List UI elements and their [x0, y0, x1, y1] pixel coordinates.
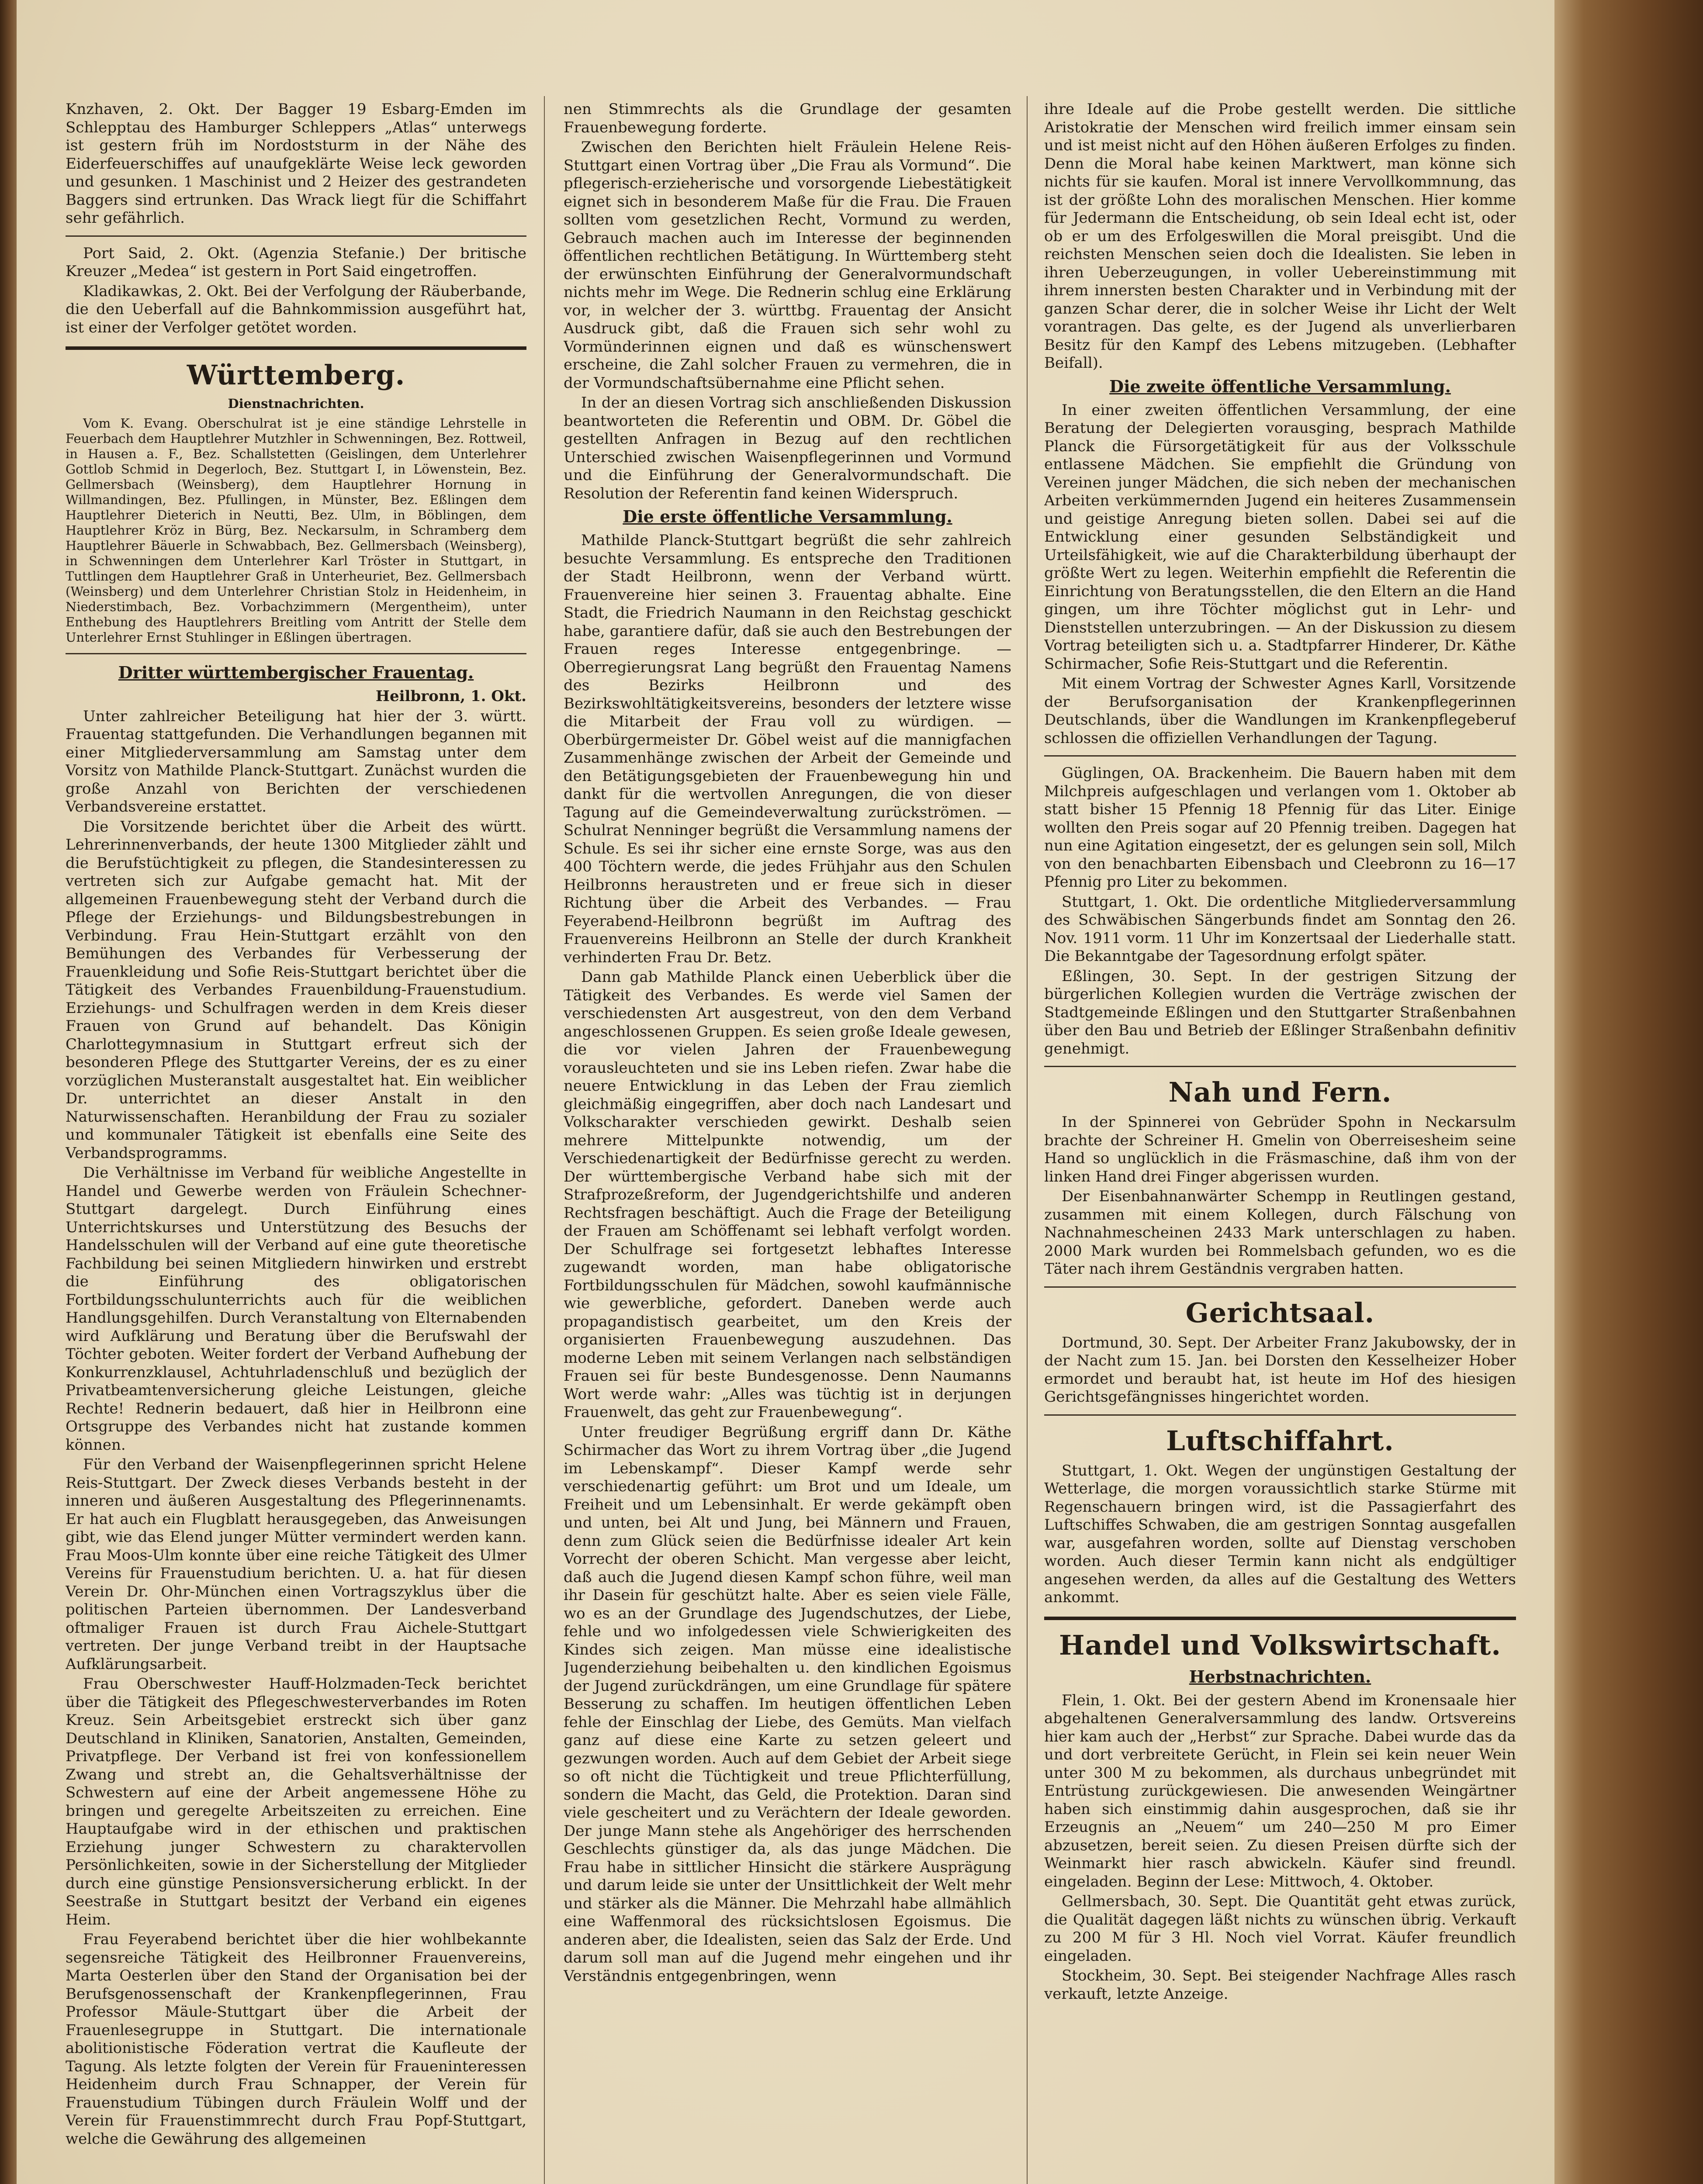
- news-kladikawkas: Kladikawkas, 2. Okt. Bei der Verfolgung der Räuberbande, die den Ueberfall auf die Bahnkommission ausgeführt hat, ist einer der Verfolger getötet worden.: [66, 282, 526, 336]
- news-reutlingen: Der Eisenbahnanwärter Schempp in Reutlingen gestand, zusammen mit einem Kollegen, durch Fälschung von Nachnahmescheinen 2433 Mark unterschlagen zu haben. 2000 Mark wurden bei Rommelsbach gefunden, wo es die Täter nach ihrem Geständnis vergraben hatten.: [1044, 1188, 1516, 1278]
- book-binding-left: [0, 0, 17, 2184]
- column-2: [564, 100, 1011, 2184]
- subheading-dienstnachrichten: Dienstnachrichten.: [228, 396, 364, 411]
- subheading-erste-versammlung: Die erste öffentliche Versammlung.: [623, 507, 952, 526]
- column-3: [1044, 100, 1516, 2184]
- article-heading-frauentag: Dritter württembergischer Frauentag.: [118, 663, 474, 682]
- article-paragraph: Dann gab Mathilde Planck einen Ueberblick über die Tätigkeit des Verbandes. Es werde viel Samen der verschiedensten Art ausgestreut, von den dem Verband angeschlossenen Gruppen. Es seien große Ideale gewesen, die vor vielen Jahren der Frauenbewegung vorausleuchteten und sie ins Leben riefen. Zwar habe die neuere Entwicklung in das Leben der Frau ziemlich gleichmäßig eingegriffen, aber doch nach Landesart und Volkscharakter verschieden gewirkt. Deshalb seien mehrere Mittelpunkte notwendig, um der Verschiedenartigkeit der Bedürfnisse gerecht zu werden. Der württembergische Verband habe sich mit der Strafprozeßreform, der Jugendgerichtshilfe und anderen Rechtsfragen beschäftigt. Auch die Frage der Beteiligung der Frauen am Schöffenamt sei lebhaft verfolgt worden. Der Schulfrage sei fortgesetzt lebhaftes Interesse zugewandt worden, man habe obligatorische Fortbildungsschulen für Mädchen, sowohl kaufmännische wie gewerbliche, gefordert. Daneben werde auch propagandistisch gearbeitet, um den Kreis der organisierten Frauenbewegung auszudehnen. Das moderne Leben mit seinem Verlangen nach selbständigen Frauen sei für beste Bundesgenosse. Denn Naumanns Wort werde wahr: „Alles was tüchtig ist in derjungen Frauenwelt, das geht zur Frauenbewegung“.: [564, 968, 1011, 1421]
- frauentag-paragraph: Frau Oberschwester Hauff-Holzmaden-Teck berichtet über die Tätigkeit des Pflegeschwesterverbandes im Roten Kreuz. Sein Arbeitsgebiet erstreckt sich über ganz Deutschland in Kliniken, Sanatorien, Anstalten, Gemeinden, Privatpflege. Der Verband ist frei von konfessionellem Zwang und strebt an, die Gehaltsverhältnisse der Schwestern auf eine der Arbeit angemessene Höhe zu bringen und geregelte Arbeitszeiten zu erreichen. Eine Hauptaufgabe wird in der ethischen und praktischen Erziehung junger Schwestern zu charaktervollen Persönlichkeiten, sowie in der Sicherstellung der Mitglieder durch eine günstige Pensionsversicherung erblickt. In der Seestraße in Stuttgart besitzt der Verband ein eigenes Heim.: [66, 1675, 526, 1928]
- article-paragraph: In der an diesen Vortrag sich anschließenden Diskussion beantworteten die Referentin und OBM. Dr. Göbel die gestellten Anfragen in Bezug auf den rechtlichen Unterschied zwischen Waisenpflegerinnen und Vormund und die Einführung der Generalvormundschaft. Die Resolution der Referentin fand keinen Widerspruch.: [564, 394, 1011, 502]
- news-gueglingen: Güglingen, OA. Brackenheim. Die Bauern haben mit dem Milchpreis aufgeschlagen und verlangen vom 1. Oktober ab statt bisher 15 Pfennig 18 Pfennig für das Liter. Einige wollten den Preis sogar auf 20 Pfennig treiben. Dagegen hat nun eine Agitation eingesetzt, der es gelungen sein soll, Milch von den benachbarten Eibensbach und Cleebronn zu 16—17 Pfennig pro Liter zu bekommen.: [1044, 764, 1516, 891]
- dateline-heilbronn: Heilbronn, 1. Okt.: [375, 688, 526, 705]
- separator: [1044, 1066, 1516, 1067]
- subheading-zweite-versammlung: Die zweite öffentliche Versammlung.: [1109, 376, 1451, 396]
- column-rule: [544, 96, 545, 2184]
- news-neckarsulm: In der Spinnerei von Gebrüder Spohn in Neckarsulm brachte der Schreiner H. Gmelin von Oberreisesheim seine Hand so unglücklich in die Fräsmaschine, daß ihm von der linken Hand drei Finger abgerissen wurden.: [1044, 1113, 1516, 1185]
- subheading-herbstnachrichten: Herbstnachrichten.: [1189, 1666, 1371, 1686]
- frauentag-paragraph: Frau Feyerabend berichtet über die hier wohlbekannte segensreiche Tätigkeit des Heilbronner Frauenvereins, Marta Oesterlen über den Stand der Organisation bei der Berufsgenossenschaft der Krankenpflegerinnen, Frau Professor Mäule-Stuttgart über die Arbeit der Frauenlesegruppe in Stuttgart. Die internationale abolitionistische Föderation vertrat die Kaufleute der Tagung. Als letzte folgten der Verein für Fraueninteressen Heidenheim durch Frau Schnapper, der Verein für Frauenstudium Tübingen durch Fräulein Wolff und der Verein für Frauenstimmrecht durch Frau Popf-Stuttgart, welche die Gewährung des allgemeinen: [66, 1931, 526, 2148]
- news-dortmund: Dortmund, 30. Sept. Der Arbeiter Franz Jakubowsky, der in der Nacht zum 15. Jan. bei Dorsten den Kesselheizer Hober ermordet und beraubt hat, ist heute im Hof des hiesigen Gerichtsgefängnisses hingerichtet worden.: [1044, 1334, 1516, 1406]
- frauentag-paragraph: Für den Verband der Waisenpflegerinnen spricht Helene Reis-Stuttgart. Der Zweck dieses Verbands besteht in der inneren und äußeren Ausgestaltung des Pflegerinnenamts. Er hat auch ein Flugblatt herausgegeben, das Anweisungen gibt, wie das Elend junger Mütter vermindert werden kann. Frau Moos-Ulm konnte über eine reiche Tätigkeit des Ulmer Vereins für Frauenstudium berichten. U. a. hat für diesen Verein Dr. Ohr-München einen Vortragszyklus über die politischen Parteien übernommen. Der Landesverband oftmaliger Frauen ist durch Frau Aichele-Stuttgart vertreten. Der junge Verband treibt in der Hauptsache Aufklärungsarbeit.: [66, 1456, 526, 1673]
- article-paragraph: Unter freudiger Begrüßung ergriff dann Dr. Käthe Schirmacher das Wort zu ihrem Vortrag über „die Jugend im Lebenskampf“. Dieser Kampf werde sehr verschiedenartig geführt: um Brot und um Ideale, um Freiheit und um Lebensinhalt. Er werde gekämpft oben und unten, bei Alt und Jung, bei Männern und Frauen, denn zum Glück seien die Bedürfnisse idealer Art kein Vorrecht der oberen Schicht. Man vergesse aber leicht, daß auch die Jugend diesen Kampf schon führe, weil man ihr Dasein für geschützt halte. Aber es seien viele Fälle, wo es an der Grundlage des Jugendschutzes, der Liebe, fehle und wo infolgedessen viele Schwierigkeiten des Kindes sich zeigen. Man müsse eine idealistische Jugenderziehung beibehalten u. den kindlichen Egoismus der Jugend zurückdrängen, um eine Grundlage für spätere Besserung zu schaffen. Im heutigen öffentlichen Leben fehle der Einschlag der Liebe, des Gemüts. Man vielfach ganz auf diese eine Karte zu setzen geleert und gezwungen worden. Auch auf dem Gebiet der Arbeit siege so oft nicht die Tüchtigkeit und treue Pflichterfüllung, sondern die Macht, das Geld, die Protektion. Daran sind viele gescheitert und zu Verächtern der Ideale geworden. Der junge Mann stehe als Angehöriger des herrschenden Geschlechts günstiger da, als das junge Mädchen. Die Frau habe in sittlicher Hinsicht die stärkere Ausprägung und darum leide sie unter der Unsittlichkeit der Welt mehr und stärker als die Männer. Die Mehrzahl habe allmählich eine Waffenmoral des rücksichtslosen Egoismus. Die anderen aber, die Idealisten, seien das Salz der Erde. Und darum soll man auf die Jugend mehr eingehen und ihr Verständnis entgegenbringen, wenn: [564, 1423, 1011, 1985]
- news-gellmersbach: Gellmersbach, 30. Sept. Die Quantität geht etwas zurück, die Qualität dagegen läßt nichts zu wünschen übrig. Verkauft zu 200 M für 3 Hl. Noch viel Vorrat. Käufer freundlich eingeladen.: [1044, 1893, 1516, 1965]
- news-stuttgart: Stuttgart, 1. Okt. Die ordentliche Mitgliederversammlung des Schwäbischen Sängerbunds findet am Sonntag den 26. Nov. 1911 vorm. 11 Uhr im Konzertsaal der Liederhalle statt. Die Bekanntgabe der Tagesordnung erfolgt später.: [1044, 893, 1516, 965]
- article-paragraph: ihre Ideale auf die Probe gestellt werden. Die sittliche Aristokratie der Menschen wird freilich immer einsam sein und ist meist nicht auf den Höhen äußeren Erfolges zu finden. Denn die Moral habe keinen Marktwert, man könne sich nichts für sie kaufen. Moral ist innere Vervollkommnung, das ist der größte Lohn des moralischen Menschen. Hier komme für Jedermann die Entscheidung, ob sein Ideal echt ist, oder ob er um des Erfolgeswillen die Moral preisgibt. Und die reichsten Menschen seien doch die Idealisten. Sie leben in ihren Ueberzeugungen, in voller Uebereinstimmung mit ihrem innersten besten Charakter und in Verbindung mit der ganzen Schar derer, die in solcher Weise ihr Licht der Welt vorantragen. Das gelte, es der Jugend als unverlierbaren Besitz für den Kampf des Lebens mitzugeben. (Lebhafter Beifall).: [1044, 100, 1516, 372]
- separator: [1044, 1617, 1516, 1620]
- dienst-text: Vom K. Evang. Oberschulrat ist je eine ständige Lehrstelle in Feuerbach dem Hauptlehrer Mutzhler in Schwenningen, Bez. Rottweil, in Hausen a. F., Bez. Schallstetten (Geislingen, dem Unterlehrer Gottlob Schmid in Degerloch, Bez. Stuttgart I, in Löwenstein, Bez. Gellmersbach (Weinsberg), dem Hauptlehrer Hornung in Willmandingen, Bez. Pfullingen, in Münster, Bez. Eßlingen dem Hauptlehrer Dieterich in Neutti, Bez. Ulm, in Böblingen, dem Hauptlehrer Kröz in Bürg, Bez. Neckarsulm, in Schramberg dem Hauptlehrer Bäuerle in Schwabbach, Bez. Gellmersbach (Weinsberg), in Schwenningen dem Unterlehrer Karl Tröster in Stuttgart, in Tuttlingen dem Hauptlehrer Graß in Unterheuriet, Bez. Gellmersbach (Weinsberg) und dem Unterlehrer Christian Stolz in Heidenheim, in Niederstimbach, Bez. Vorbachzimmern (Mergentheim), unter Enthebung des Hauptlehrers Breitling vom Antritt der Stelle dem Unterlehrer Ernst Stuhlinger in Eßlingen übertragen.: [66, 416, 526, 645]
- news-luftschiff: Stuttgart, 1. Okt. Wegen der ungünstigen Gestaltung der Wetterlage, die morgen voraussichtlich starke Stürme mit Regenschauern bringen wird, ist die Passagierfahrt des Luftschiffes Schwaben, die am gestrigen Sonntag ausgefallen war, ausgefahren worden, sollte auf Dienstag verschoben worden. Auch dieser Termin kann nicht als endgültiger angesehen werden, da alles auf die Gestaltung des Wetters ankommt.: [1044, 1462, 1516, 1606]
- frauentag-paragraph: Die Verhältnisse im Verband für weibliche Angestellte in Handel und Gewerbe werden von Fräulein Schechner-Stuttgart dargelegt. Durch Einführung eines Unterrichtskurses und Unterstützung des Besuchs der Handelsschulen will der Verband auf eine gute theoretische Fachbildung bei seinen Mitgliedern hinwirken und erstrebt die Einführung des obligatorischen Fortbildungsschulunterrichts auch für die weiblichen Handlungsgehilfen. Durch Veranstaltung von Elternabenden wird Aufklärung und Beratung über die Berufswahl der Töchter geboten. Weiter fordert der Verband Aufhebung der Konkurrenzklausel, Achtuhrladenschluß und bezüglich der Privatbeamtenversicherung gleiche Leistungen, gleiche Rechte! Rednerin bedauert, daß hier in Heilbronn eine Ortsgruppe des Verbandes nicht hat zustande kommen können.: [66, 1164, 526, 1454]
- section-heading-luftschiffahrt: Luftschiffahrt.: [1166, 1424, 1394, 1457]
- book-binding-right: [1554, 0, 1703, 2184]
- article-paragraph: Mathilde Planck-Stuttgart begrüßt die sehr zahlreich besuchte Versammlung. Es entspreche den Traditionen der Stadt Heilbronn, wenn der Verband württ. Frauenvereine hier seinen 3. Frauentag abhalte. Eine Stadt, die Friedrich Naumann in den Reichstag geschickt habe, garantiere dafür, daß sie auch den Bestrebungen der Frauen reges Interesse entgegenbringe. — Oberregierungsrat Lang begrüßt den Frauentag Namens des Bezirks Heilbronn und des Bezirkswohltätigkeitsvereins, besonders der letztere wisse die Mitarbeit der Frau voll zu würdigen. — Oberbürgermeister Dr. Göbel weist auf die mannigfachen Zusammenhänge zwischen der Arbeit der Gemeinde und den Betätigungsgebieten der Frauenbewegung hin und dankt für die wertvollen Anregungen, die von dieser Tagung auf die Gemeindeverwaltung zurückströmen. — Schulrat Nenninger begrüßt die Versammlung namens der Schule. Es sei ihr sicher eine ernste Sorge, was aus den 400 Töchtern werde, die jedes Frühjahr aus den Schulen Heilbronns heraustreten und er freue sich in dieser Richtung über die Arbeit des Verbandes. — Frau Feyerabend-Heilbronn begrüßt im Auftrag des Frauenvereins Heilbronn an Stelle der durch Krankheit verhinderten Frau Dr. Betz.: [564, 532, 1011, 966]
- column-rule: [1027, 96, 1028, 2184]
- news-esslingen: Eßlingen, 30. Sept. In der gestrigen Sitzung der bürgerlichen Kollegien wurden die Verträge zwischen der Stadtgemeinde Eßlingen und den Stuttgarter Straßenbahnen über den Bau und Betrieb der Eßlinger Straßenbahn definitiv genehmigt.: [1044, 967, 1516, 1057]
- separator: [66, 235, 526, 237]
- article-paragraph: In einer zweiten öffentlichen Versammlung, der eine Beratung der Delegierten vorausging, besprach Mathilde Planck die Fürsorgetätigkeit für aus der Volksschule entlassene Mädchen. Sie empfiehlt die Gründung von Vereinen junger Mädchen, die sich neben der mechanischen Arbeiten verkümmernden Jugend ein heiteres Zusammensein und geistige Anregung bieten sollen. Dabei sei auf die Entwicklung einer gesunden Selbständigkeit und Urteilsfähigkeit, wie auf die Charakterbildung überhaupt der größte Wert zu legen. Weiterhin empfiehlt die Referentin die Einrichtung von Beratungsstellen, die den Eltern an die Hand gingen, um ihre Töchter möglichst gut in Lehr- und Dienststellen unterzubringen. — An der Diskussion zu diesem Vortrag beteiligten sich u. a. Stadtpfarrer Hinderer, Dr. Käthe Schirmacher, Sofie Reis-Stuttgart und die Referentin.: [1044, 401, 1516, 673]
- article-paragraph: Zwischen den Berichten hielt Fräulein Helene Reis-Stuttgart einen Vortrag über „Die Frau als Vormund“. Die pflegerisch-erzieherische und vorsorgende Liebestätigkeit eignet sich in besonderem Maße für die Frau. Die Frauen sollten vom gesetzlichen Recht, Vormund zu werden, Gebrauch machen auch im Interesse der beginnenden öffentlichen rechtlichen Betätigung. In Württemberg steht der erwünschten Einführung der Generalvormundschaft nichts mehr im Wege. Die Rednerin schlug eine Erklärung vor, in welcher der 3. württbg. Frauentag der Ansicht Ausdruck gibt, daß die Frauen sich sehr wohl zu Vormünderinnen eignen und daß es wünschenswert erscheine, die Zahl solcher Frauen zu vermehren, die in der Vormundschaftsübernahme eine Pflicht sehen.: [564, 138, 1011, 392]
- article-paragraph: nen Stimmrechts als die Grundlage der gesamten Frauenbewegung forderte.: [564, 100, 1011, 136]
- news-kuxhaven: Knzhaven, 2. Okt. Der Bagger 19 Esbarg-Emden im Schlepptau des Hamburger Schleppers „Atlas“ unterwegs ist gestern früh im Nordoststurm in der Nähe des Eiderfeuerschiffes auf unaufgeklärte Weise leck geworden und gesunken. 1 Maschinist und 2 Heizer des gestrandeten Baggers sind ertrunken. Das Wrack liegt für die Schiffahrt sehr gefährlich.: [66, 100, 526, 227]
- section-heading-wuerttemberg: Württemberg.: [187, 359, 405, 391]
- separator: [1044, 1414, 1516, 1416]
- separator: [66, 653, 526, 654]
- section-heading-gerichtsaal: Gerichtsaal.: [1185, 1296, 1375, 1329]
- column-1: [66, 100, 526, 2184]
- separator: [1044, 1286, 1516, 1288]
- separator: [66, 346, 526, 350]
- article-paragraph: Mit einem Vortrag der Schwester Agnes Karll, Vorsitzende der Berufsorganisation der Krankenpflegerinnen Deutschlands, über die Wandlungen im Krankenpflegeberuf schlossen die offiziellen Verhandlungen der Tagung.: [1044, 675, 1516, 747]
- frauentag-paragraph: Unter zahlreicher Beteiligung hat hier der 3. württ. Frauentag stattgefunden. Die Verhandlungen begannen mit einer Mitgliederversammlung am Samstag unter dem Vorsitz von Mathilde Planck-Stuttgart. Zunächst wurden die große Anzahl von Berichten der verschiedenen Verbandsvereine erstattet.: [66, 707, 526, 816]
- frauentag-paragraph: Die Vorsitzende berichtet über die Arbeit des württ. Lehrerinnenverbands, der heute 1300 Mitglieder zählt und die Berufstüchtigkeit zu pflegen, die Standesinteressen zu vertreten sich zur Aufgabe gemacht hat. Mit der allgemeinen Frauenbewegung steht der Verband durch die Pflege der Erziehungs- und Bildungsbestrebungen in Verbindung. Frau Hein-Stuttgart erzählt von den Bemühungen des Verbandes für Verbesserung der Frauenkleidung und Sofie Reis-Stuttgart berichtet über die Tätigkeit des Verbandes Frauenbildung-Frauenstudium. Erziehungs- und Schulfragen werden in dem Kreis dieser Frauen von Grund auf behandelt. Das Königin Charlottegymnasium in Stuttgart erfreut sich der besonderen Pflege des Stuttgarter Vereins, der es zu einer vorzüglichen Musteranstalt ausgestaltet hat. Ein weiblicher Dr. unterrichtet an dieser Anstalt in den Naturwissenschaften. Heranbildung der Frau zu sozialer und kommunaler Tätigkeit ist ebenfalls eine Seite des Verbandsprogramms.: [66, 818, 526, 1162]
- section-heading-nah-und-fern: Nah und Fern.: [1168, 1076, 1392, 1108]
- section-heading-handel: Handel und Volkswirtschaft.: [1059, 1629, 1502, 1661]
- separator: [1044, 755, 1516, 757]
- news-stockheim: Stockheim, 30. Sept. Bei steigender Nachfrage Alles rasch verkauft, letzte Anzeige.: [1044, 1967, 1516, 2003]
- news-port-said: Port Said, 2. Okt. (Agenzia Stefanie.) Der britische Kreuzer „Medea“ ist gestern in Port Said eingetroffen.: [66, 244, 526, 280]
- news-flein: Flein, 1. Okt. Bei der gestern Abend im Kronensaale hier abgehaltenen Generalversammlung des landw. Ortsvereins hier kam auch der „Herbst“ zur Sprache. Dabei wurde das da und dort verbreitete Gerücht, in Flein sei kein neuer Wein unter 300 M zu bekommen, als durchaus unbegründet mit Entrüstung zurückgewiesen. Die anwesenden Weingärtner haben sich einstimmig dahin ausgesprochen, daß sie ihr Erzeugnis an „Neuem“ um 240—250 M pro Eimer abzusetzen, bereit seien. Zu diesen Preisen dürfte sich der Weinmarkt hier rasch abwickeln. Käufer sind freundl. eingeladen. Beginn der Lese: Mittwoch, 4. Oktober.: [1044, 1691, 1516, 1890]
